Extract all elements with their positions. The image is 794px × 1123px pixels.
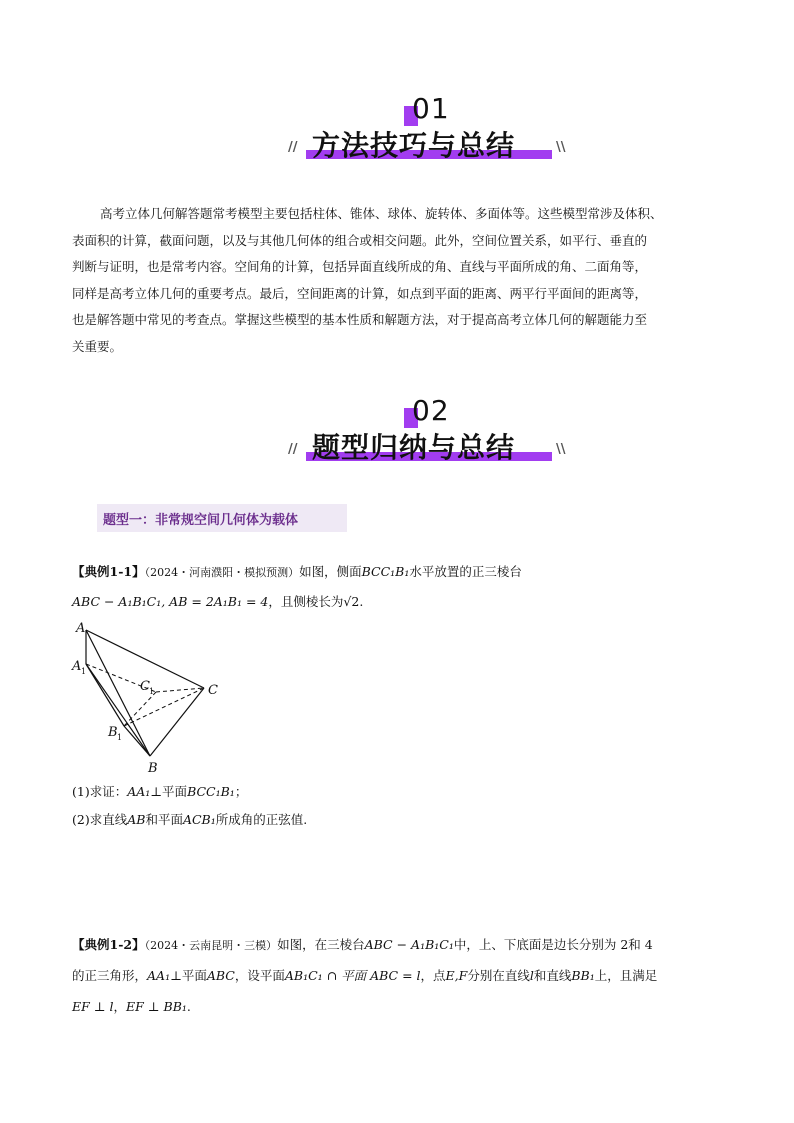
question-text: (1)求证： [72,784,128,799]
vertex-label-B1: B [108,725,118,740]
example-text: ⊥平面 [170,968,207,983]
vertex-label-A: A [76,621,86,636]
edge-A1B [86,664,150,756]
example-text: ，设平面 [234,968,285,983]
section-header-2 [0,394,794,478]
slash-decoration-left: // [288,442,298,457]
math-expr: BCC₁B₁ [361,564,410,579]
vertex-label-B: B [148,761,158,776]
example-text: 如图，侧面 [299,564,362,579]
question-text: 所成角的正弦值. [215,812,308,827]
slash-decoration-right: \\ [556,442,566,457]
example-source: （2024・云南昆明・三模） [144,939,278,952]
question-text: ⊥平面 [150,784,188,799]
vertex-sub-B1: 1 [117,733,123,742]
example-1-2-line-2 [72,966,657,984]
math-expr: BB₁ [571,968,595,983]
math-expr: AA₁ [147,968,171,983]
math-expr: ABC − A₁B₁C₁, AB = 2A₁B₁ = 4 [72,594,269,609]
vertex-label-C: C [208,683,218,698]
math-expr: AB [127,812,146,827]
question-type-tag [97,504,347,532]
math-expr: AA₁ [127,784,151,799]
question-text: (2)求直线 [72,812,128,827]
example-1-2-line-3 [72,997,191,1015]
edge-A1B1 [86,664,124,726]
example-source: （2024・河南濮阳・模拟预测） [144,566,300,579]
math-expr: l [529,968,534,983]
example-text: 分别在直线 [467,968,530,983]
question-1 [72,782,247,800]
example-text: ，点 [420,968,446,983]
example-text: 上，且满足 [594,968,658,983]
example-text: . [359,594,364,609]
intro-line: 关重要。 [72,338,123,354]
intro-line: 也是解答题中常见的考查点。掌握这些模型的基本性质和解题方法，对于提高高考立体几何的解题能力至 [72,312,648,328]
section-number: 02 [412,394,450,427]
question-type-label: 题型一：非常规空间几何体为载体 [103,513,299,528]
intro-line: 高考立体几何解答题常考模型主要包括柱体、锥体、球体、旋转体、多面体等。这些模型常涉及体积、 [100,206,663,221]
vertex-label-A1: A [72,659,82,674]
intro-line: 同样是高考立体几何的重要考点。最后，空间距离的计算，如点到平面的距离、两平行平面间的距离等， [72,285,648,301]
section-header-1 [0,92,794,176]
question-2 [72,810,307,828]
question-text: ； [234,784,248,799]
math-root: √2 [343,594,360,609]
intro-line: 判断与证明，也是常考内容。空间角的计算，包括异面直线所成的角、直线与平面所成的角、二面角等， [72,259,648,275]
edge-B1C [124,688,204,726]
example-text: ， [113,999,127,1014]
math-expr: ABC [206,968,235,983]
example-text: 如图，在三棱台 [277,937,365,952]
example-text: 的正三角形， [72,968,148,983]
intro-line: 表面积的计算，截面问题，以及与其他几何体的组合或相交问题。此外，空间位置关系，如平行、垂直的 [72,232,648,248]
example-text: 水平放置的正三棱台 [409,564,522,579]
example-1-2-line-1 [72,935,653,953]
vertex-label-C1: C [140,679,150,694]
example-1-1-line-1 [72,562,522,580]
section-title: 题型归纳与总结 [312,431,516,464]
math-expr: EF ⊥ l [72,999,114,1014]
frustum-figure [70,618,230,776]
slash-decoration-left: // [288,140,298,155]
example-1-1-line-2 [72,592,363,610]
example-text: ，且侧棱长为 [268,594,344,609]
example-text: 中，上、下底面是边长分别为 2和 4 [453,937,653,952]
question-text: 和平面 [145,812,183,827]
math-expr: BCC₁B₁ [187,784,235,799]
section-title: 方法技巧与总结 [312,129,516,162]
example-label: 【典例1-1】 [72,564,145,579]
math-expr: EF ⊥ BB₁ [126,999,187,1014]
section-number: 01 [412,92,450,125]
math-expr: ACB₁ [182,812,216,827]
example-text: 和直线 [533,968,572,983]
vertex-sub-C1: 1 [149,687,155,696]
edge-C1B1 [124,692,156,726]
math-expr: AB₁C₁ ∩ 平面 ABC = l [284,968,421,983]
example-label: 【典例1-2】 [72,937,145,952]
math-expr: ABC − A₁B₁C₁ [364,937,454,952]
slash-decoration-right: \\ [556,140,566,155]
example-text: . [186,999,191,1014]
intro-paragraph [72,201,742,361]
edge-CB [150,688,204,756]
vertex-sub-A1: 1 [81,667,87,676]
math-expr: E,F [445,968,468,983]
